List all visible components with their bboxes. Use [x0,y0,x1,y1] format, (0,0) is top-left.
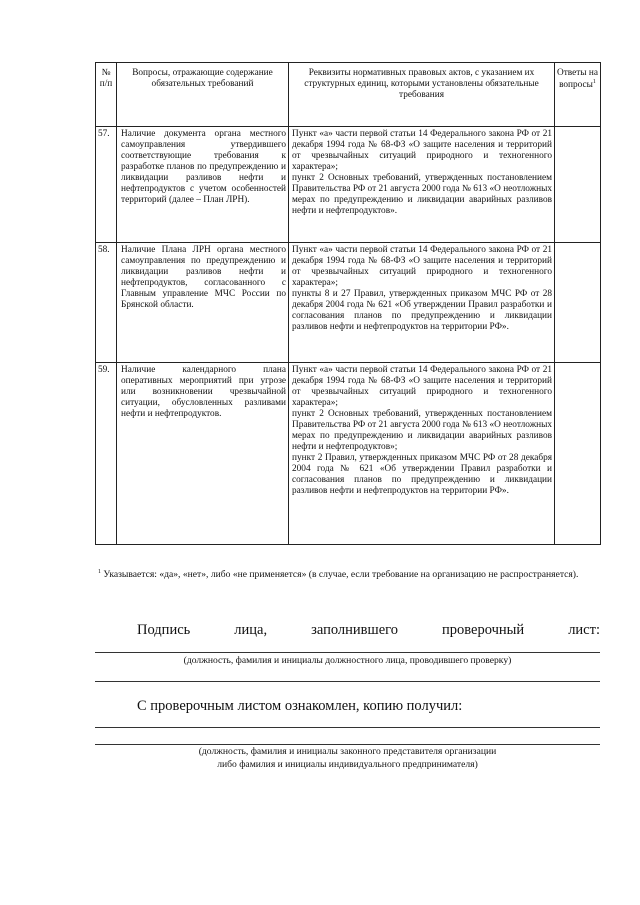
signature-word: лица, [234,622,268,638]
row-answer-field[interactable] [555,127,601,243]
reference-item: пункт 2 Основных требований, утвержденных постановлением Правительства РФ от 21 августа 2000 года № 613 «О неотложных мерах по предупреждению и ликвидации аварийных разливов нефти и нефтепродуктов». [292,172,552,216]
row-question: Наличие документа органа местного самоуправления утвердившего соответствующие требования к разработке планов по предупреждению и ликвидации разливов нефти и нефтепродуктов с учетом особенностей территорий (далее – План ЛРН). [117,127,289,243]
reference-item: Пункт «а» части первой статьи 14 Федерального закона РФ от 21 декабря 1994 года № 68-ФЗ «О защите населения и территорий от чрезвычайных ситуаций природного и техногенного характера»; [292,245,552,288]
table-header-row [96,63,601,127]
row-num: 57. [96,127,117,243]
signature-word: Подпись [137,622,191,638]
signature-word: лист: [568,622,600,638]
header-answers-label: Ответы на вопросы [557,68,598,91]
row-question: Наличие календарного плана оперативных мероприятий при угрозе или возникновении чрезвычайной ситуации, обусловленных разливами нефти и нефтепродуктов. [117,363,289,545]
table-row [96,243,601,363]
header-num: № п/п [96,63,117,127]
row-answer-field[interactable] [555,363,601,545]
representative-caption [95,746,600,772]
inspector-signature-line-2[interactable] [95,681,600,682]
footnote [98,568,600,582]
row-num: 58. [96,243,117,363]
reference-item: пункт 2 Основных требований, утвержденных постановлением Правительства РФ от 21 августа 2000 года № 613 «О неотложных мерах по предупреждению и ликвидации аварийных разливов нефти и нефтепродуктов»; [292,408,552,452]
representative-signature-line-2[interactable] [95,744,600,745]
inspector-caption: (должность, фамилия и инициалы должностного лица, проводившего проверку) [183,655,512,666]
row-answer-field[interactable] [555,243,601,363]
reference-item: Пункт «а» части первой статьи 14 Федерального закона РФ от 21 декабря 1994 года № 68-ФЗ «О защите населения и территорий от чрезвычайных ситуаций природного и техногенного характера»; [292,365,552,408]
signature-prompt [137,622,600,639]
acknowledged-text: С проверочным листом ознакомлен, копию получил: [137,698,463,714]
header-references: Реквизиты нормативных правовых актов, с указанием их структурных единиц, которыми установлены обязательные требования [289,63,555,127]
inspector-signature-line[interactable] [95,652,600,653]
table-row [96,363,601,545]
reference-item: Пункт «а» части первой статьи 14 Федерального закона РФ от 21 декабря 1994 года № 68-ФЗ «О защите населения и территорий от чрезвычайных ситуаций природного и техногенного характера»; [292,129,552,172]
footnote-ref: 1 [592,78,596,85]
reference-item: пункты 8 и 27 Правил, утвержденных приказом МЧС РФ от 28 декабря 2004 года № 621 «Об утверждении Правил разработки и согласования планов по предупреждению и ликвидации разливов нефти и нефтепродуктов на территории РФ». [292,288,552,332]
row-question: Наличие Плана ЛРН органа местного самоуправления по предупреждению и ликвидации разливов нефти и нефтепродуктов, согласованного с Главным управление МЧС России по Брянской области. [117,243,289,363]
representative-caption-line2: либо фамилия и инициалы индивидуального предпринимателя) [217,758,478,770]
signature-word: проверочный [442,622,525,638]
footnote-text: Указывается: «да», «нет», либо «не применяется» (в случае, если требование на организацию не распространяется). [103,569,579,581]
signature-word: заполнившего [311,622,398,638]
row-references [289,243,555,363]
table-row [96,127,601,243]
checklist-table [95,62,601,545]
row-num: 59. [96,363,117,545]
row-references [289,127,555,243]
footnote-mark: 1 [98,569,101,575]
header-answers [555,63,601,127]
representative-caption-line1: (должность, фамилия и инициалы законного представителя организации [198,746,497,757]
row-references [289,363,555,545]
representative-signature-line[interactable] [95,727,600,728]
header-questions: Вопросы, отражающие содержание обязательных требований [117,63,289,127]
reference-item: пункт 2 Правил, утвержденных приказом МЧС РФ от 28 декабря 2004 года № 621 «Об утверждении Правил разработки и согласования планов по предупреждению и ликвидации разливов нефти и нефтепродуктов на территории РФ». [292,452,552,496]
